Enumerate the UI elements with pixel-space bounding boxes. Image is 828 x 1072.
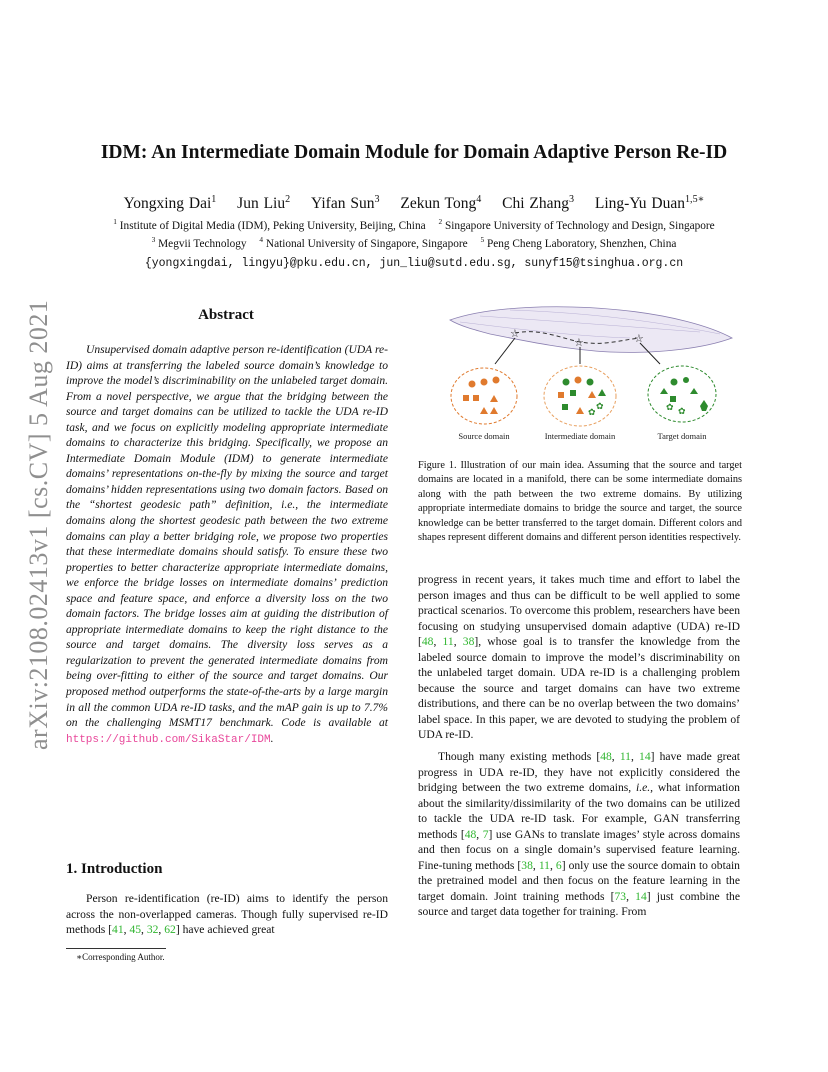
citation-link[interactable]: 48 xyxy=(600,750,612,764)
author: Yifan Sun$^3$ xyxy=(311,193,380,212)
label-intermediate-domain: Intermediate domain xyxy=(544,431,616,441)
citation-link[interactable]: 48 xyxy=(421,635,434,649)
label-source-domain: Source domain xyxy=(458,431,510,441)
citation-link[interactable]: 11 xyxy=(538,858,550,872)
affiliations-line-1 xyxy=(60,217,768,232)
paragraph: progress in recent years, it takes much time and effort to label the person images and thus can be difficult to be well applied to some practical scenarios. To overcome this problem, researchers have been focusing on studying unsupervised domain adaptive (UDA) re-ID [48, 11, 38], whose goal is to transfer the knowledge from the labeled source domain to improve the model’s discriminability on the unlabeled target domain. UDA re-ID is a challenging problem because the source and target domains can have two extreme distributions, and there can be no overlap between the two domains’ label space. In this paper, we are devoted to studying the problem of UDA re-ID. xyxy=(418,573,741,742)
citation-link[interactable]: 7 xyxy=(482,827,489,841)
paragraph: Though many existing methods [48, 11, 14] have made great progress in UDA re-ID, they have not explicitly considered the bridging between the two extreme domains, i.e., what information about the similarity/dissimilarity of the two domains can be utilized to tackle the UDA re-ID task. For example, GAN transferring methods [48, 7] use GANs to translate images’ style across domains and then focus on a single domain’s supervised feature learning. Fine-tuning methods [38, 11, 6] only use the source domain to obtain the pretrained model and then focus on the feature learning in the target domain. Joint training methods [73, 14] just combine the source and target data together for training. From xyxy=(418,750,741,919)
manifold-surface xyxy=(450,307,732,353)
affiliation: $^2$ Singapore University of Technology and Design, Singapore xyxy=(438,217,715,232)
citation-link[interactable]: 14 xyxy=(639,750,651,764)
right-column-text xyxy=(418,572,740,920)
citation-link[interactable]: 62 xyxy=(164,923,176,937)
citation-link[interactable]: 41 xyxy=(112,923,124,937)
label-target-domain: Target domain xyxy=(657,431,707,441)
citation-link[interactable]: 6 xyxy=(555,858,562,872)
author: Yongxing Dai$^1$ xyxy=(123,193,217,212)
citation-link[interactable]: 32 xyxy=(146,923,159,937)
svg-text:✿: ✿ xyxy=(678,406,686,416)
affiliation: $^4$ National University of Singapore, Singapore xyxy=(259,235,468,250)
svg-text:✿: ✿ xyxy=(666,402,674,412)
intermediate-star: ☆ xyxy=(574,337,584,349)
footnote-rule xyxy=(66,948,166,949)
abstract-heading: Abstract xyxy=(198,307,254,323)
citation-link[interactable]: 45 xyxy=(129,923,142,937)
figure-caption: Figure 1. Illustration of our main idea. Assuming that the source and target domains are located in a manifold, there can be some intermediate domains along with the path between the two extreme domains. By utilizing appropriate intermediate domains to bridge the source and target, the source knowledge can be better transferred to the target domain. Different colors and shapes represent different domains and different person identities respectively. xyxy=(418,460,742,544)
arxiv-identifier: arXiv:2108.02413v1 [cs.CV] 5 Aug 2021 xyxy=(24,299,53,751)
citation-link[interactable]: 48 xyxy=(464,827,477,841)
svg-text:✿: ✿ xyxy=(588,407,596,417)
abstract-text: Unsupervised domain adaptive person re-identification (UDA re-ID) aims at transferring the labeled source domain’s knowledge to improve the model’s discriminability on the unlabeled target domain. From a novel perspective, we argue that the bridging between the source and target domains can be utilized to tackle the UDA re-ID task, and we focus on explicitly modeling appropriate intermediate domains to characterize this bridging. Specifically, we propose an Intermediate Domain Module (IDM) to generate intermediate domains’ representations on-the-fly by mixing the source and target domains’ hidden representations using two domain factors. Based on the “shortest geodesic path” definition, i.e., the intermediate domains along the shortest geodesic path between the two extreme domains can play a better bridging role, we propose two properties that these intermediate domains should satisfy. To ensure these two properties to better characterize appropriate intermediate domains, we enforce the bridge losses on intermediate domains’ prediction space and feature space, and enforce a diversity loss on the two domain factors. The bridge losses aim at guiding the distribution of appropriate intermediate domains to keep the right distance to the source and target domains. The diversity loss serves as a regularization to prevent the generated intermediate domains from being over-fitting to either of the source and target domains. Our proposed method outperforms the state-of-the-arts by a large margin in all the common UDA re-ID tasks, and the mAP gain is up to 7.7% on the challenging MSMT17 benchmark. Code is available at https://github.com/SikaStar/IDM. xyxy=(66,344,388,746)
intro-paragraph: Person re-identification (re-ID) aims to identify the person across the non-overlapped cameras. Though fully supervised re-ID methods [41, 45, 32, 62] have achieved great xyxy=(66,892,388,937)
citation-link[interactable]: 11 xyxy=(442,635,454,649)
section-heading-introduction: 1. Introduction xyxy=(66,861,163,877)
citation-link[interactable]: 73 xyxy=(614,889,627,903)
author: Ling-Yu Duan$^{1,5∗}$ xyxy=(594,193,705,212)
target-star: ☆ xyxy=(634,333,644,345)
author: Jun Liu$^2$ xyxy=(237,193,291,212)
citation-link[interactable]: 38 xyxy=(521,858,533,872)
code-link[interactable]: https://github.com/SikaStar/IDM xyxy=(66,733,271,746)
paper-title: IDM: An Intermediate Domain Module for Domain Adaptive Person Re-ID xyxy=(100,142,728,163)
svg-text:✿: ✿ xyxy=(596,401,604,411)
author: Chi Zhang$^3$ xyxy=(502,193,575,212)
affiliation: $^5$ Peng Cheng Laboratory, Shenzhen, China xyxy=(480,235,677,250)
source-domain-cluster xyxy=(451,368,517,424)
affiliation: $^1$ Institute of Digital Media (IDM), Peking University, Beijing, China xyxy=(113,217,426,232)
source-star: ☆ xyxy=(510,328,520,340)
affiliation: $^3$ Megvii Technology xyxy=(151,235,247,250)
author: Zekun Tong$^4$ xyxy=(400,193,482,212)
footnote: ∗Corresponding Author. xyxy=(76,952,165,962)
citation-link[interactable]: 11 xyxy=(619,750,631,764)
author-emails: {yongxingdai, lingyu}@pku.edu.cn, jun_liu@sutd.edu.sg, sunyf15@tsinghua.org.cn xyxy=(144,257,684,270)
citation-link[interactable]: 38 xyxy=(462,635,475,649)
figure-1-illustration xyxy=(420,298,742,448)
manifold-diagram xyxy=(420,298,742,448)
citation-link[interactable]: 14 xyxy=(635,889,647,903)
affiliations-line-2 xyxy=(60,235,768,250)
author-list xyxy=(60,195,768,213)
